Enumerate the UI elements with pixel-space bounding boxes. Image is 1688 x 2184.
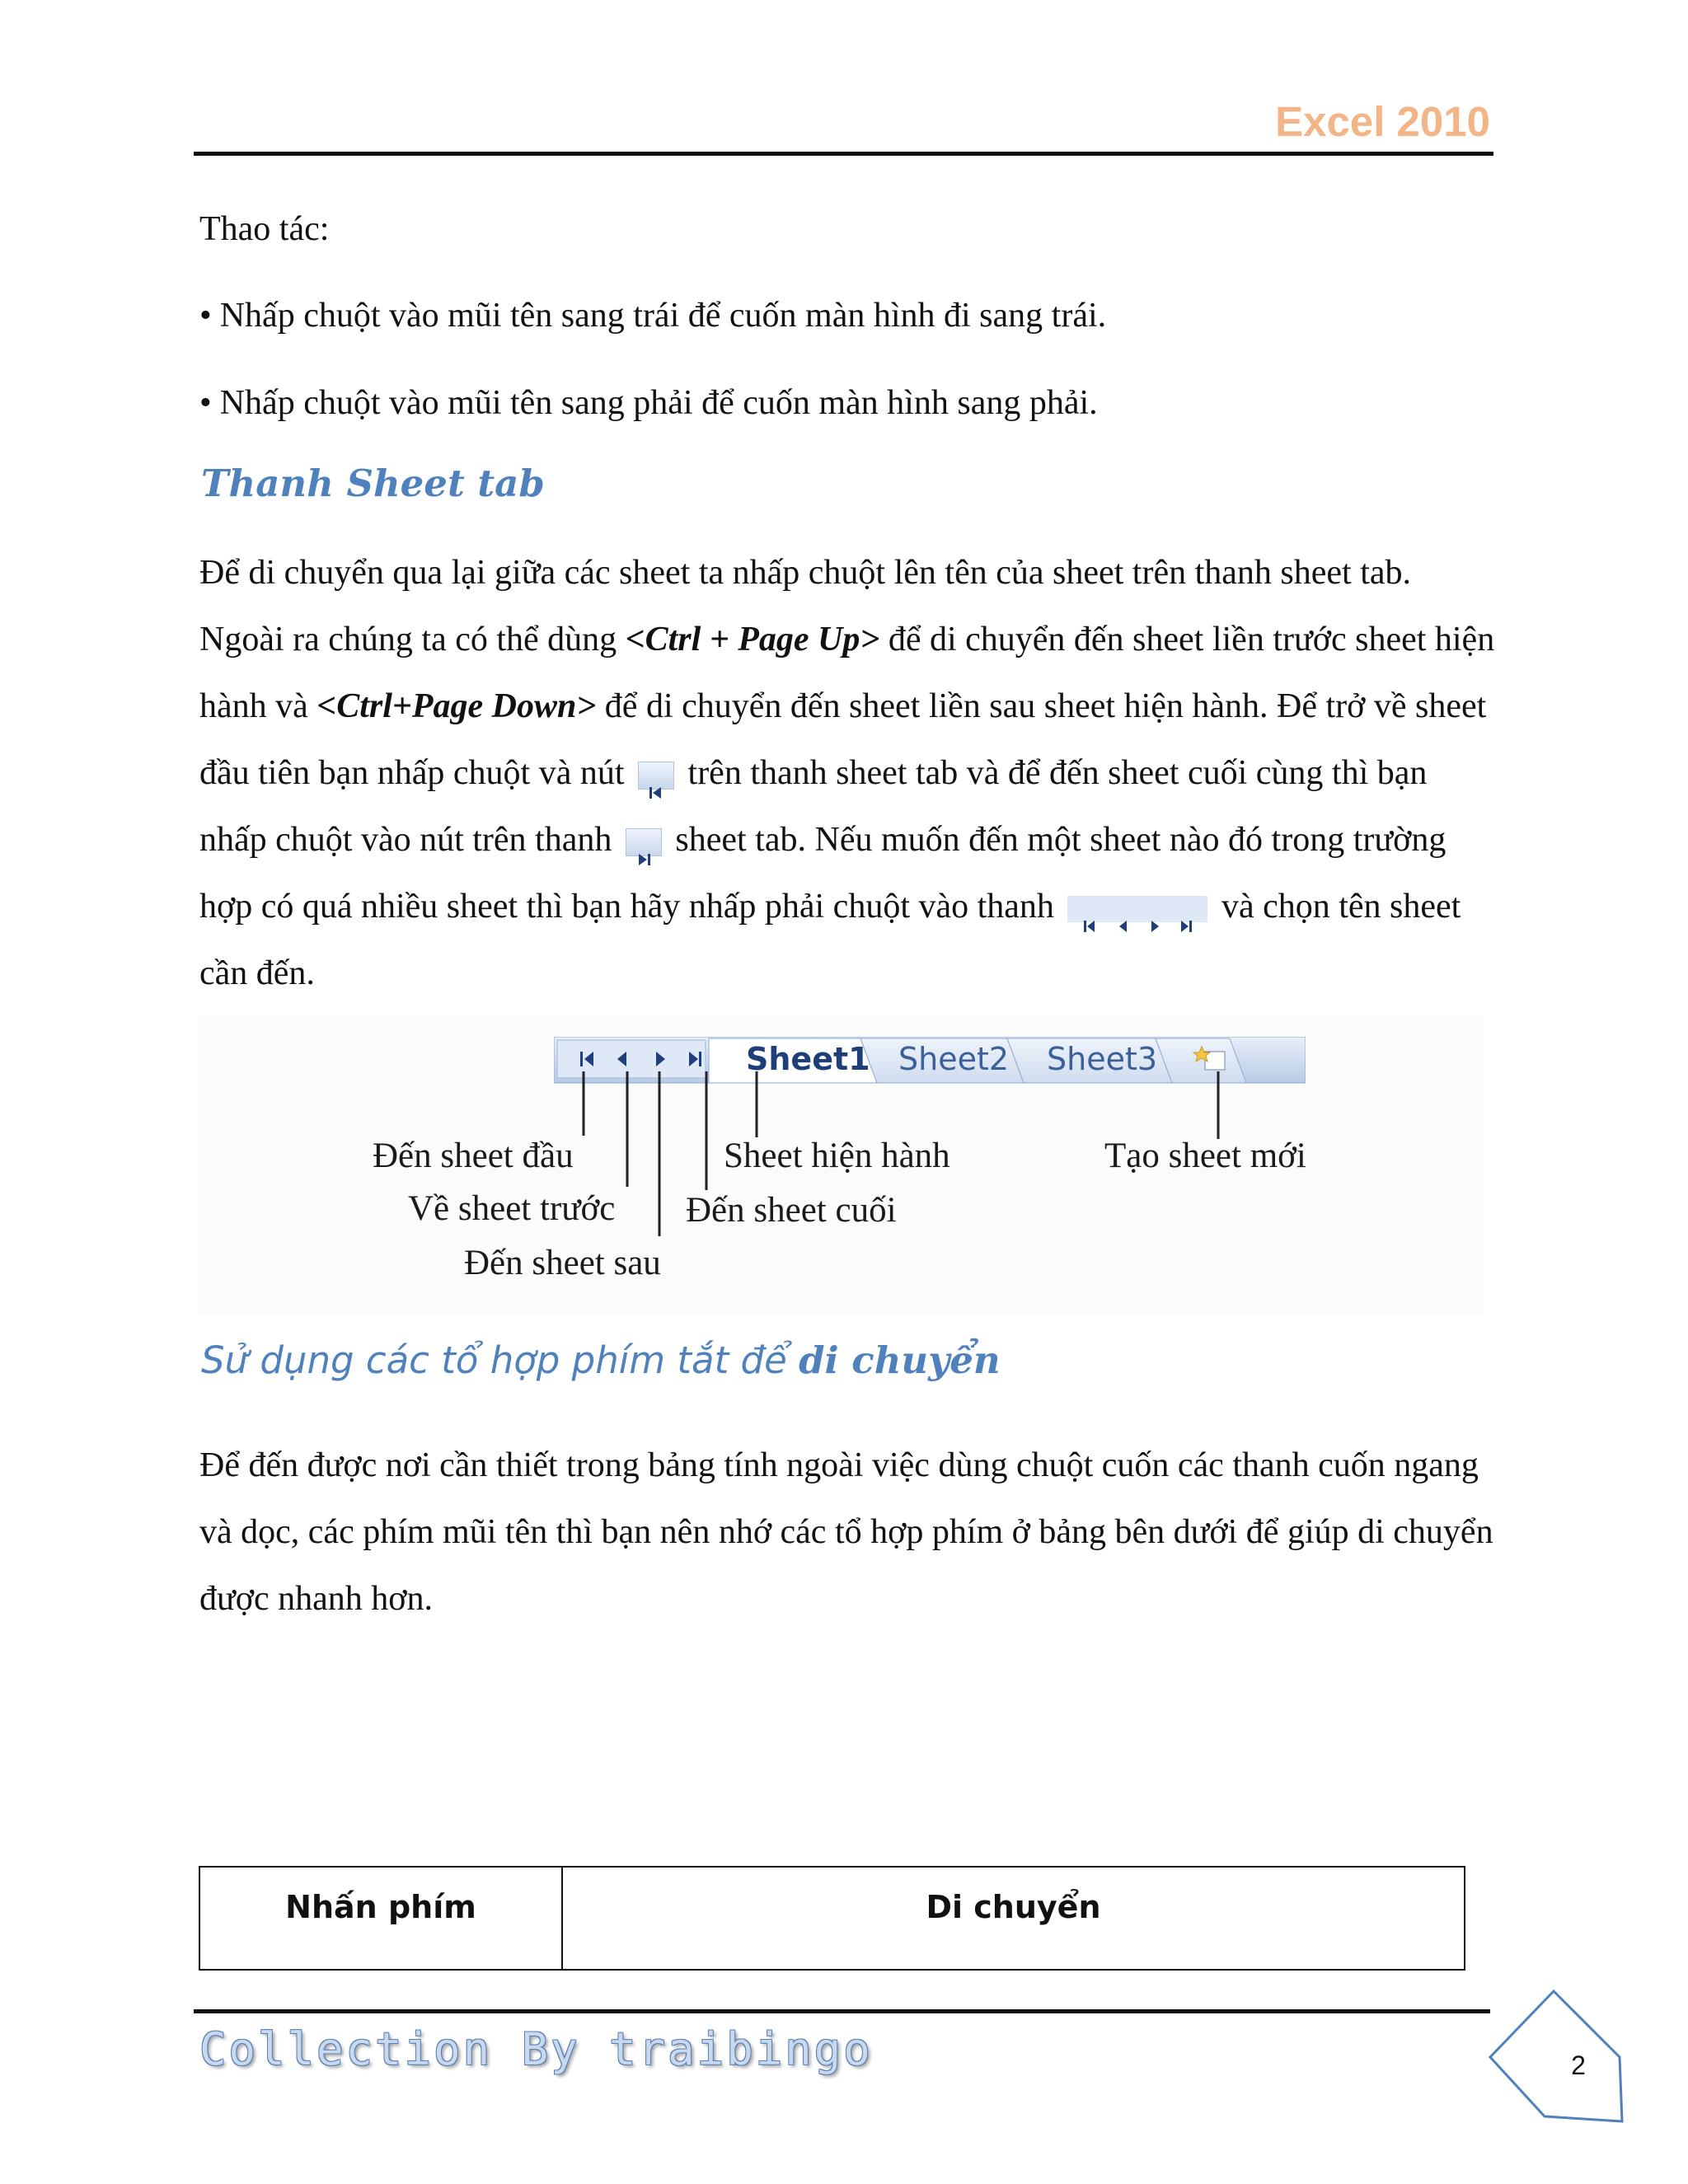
intro-label: Thao tác:	[199, 210, 330, 248]
paragraph-text: Để di chuyển qua lại giữa các sheet ta nhấp chuột lên tên của sheet trên thanh sheet tab. Ngoài ra chúng ta có thể dùng	[199, 554, 1412, 658]
annotation-last-sheet: Đến sheet cuối	[686, 1191, 897, 1230]
paragraph-text: để di chuyển đến sheet liền trước sheet hiện hành và	[199, 621, 1495, 725]
bullet-dot: •	[199, 297, 212, 335]
paragraph-text: trên thanh sheet tab và để đến sheet cuối cùng thì bạn nhấp chuột vào nút trên thanh	[199, 754, 1428, 859]
tab-label-sheet1[interactable]: Sheet1	[746, 1041, 870, 1077]
shortcut-ctrl-pagedown: <Ctrl+Page Down>	[316, 687, 597, 725]
shortcut-table	[199, 1866, 1465, 1971]
footer-divider	[194, 2009, 1490, 2013]
section-heading-shortcuts	[201, 1338, 1001, 1382]
table-header-key: Nhấn phím	[200, 1868, 563, 1969]
annotation-prev-sheet: Về sheet trước	[408, 1189, 616, 1228]
bullet-text-1: Nhấp chuột vào mũi tên sang trái để cuốn màn hình đi sang trái.	[219, 297, 1107, 335]
tab-label-sheet3[interactable]: Sheet3	[1047, 1041, 1158, 1077]
footer-credit: Collection By traibingo	[199, 2023, 873, 2075]
annotation-next-sheet: Đến sheet sau	[464, 1244, 661, 1282]
page-number: 2	[1571, 2050, 1586, 2080]
section-heading-sheet-tab: Thanh Sheet tab	[201, 462, 545, 505]
shortcut-ctrl-pageup: <Ctrl + Page Up>	[625, 621, 880, 658]
annotation-new-sheet: Tạo sheet mới	[1104, 1137, 1306, 1175]
annotation-first-sheet: Đến sheet đầu	[373, 1137, 574, 1175]
heading-text: Sử dụng các tổ hợp phím tắt để	[201, 1338, 799, 1382]
paragraph-text: để di chuyển đến sheet liền sau sheet hiện hành. Để trở về sheet đầu tiên bạn nhấp chuột và nút	[199, 687, 1487, 792]
heading-bold-text: di chuyển	[799, 1338, 1001, 1382]
paragraph-text: sheet tab. Nếu muốn đến một sheet nào đó trong trường hợp có quá nhiều sheet thì bạn hãy nhấp phải chuột vào thanh	[199, 821, 1447, 926]
annotation-current-sheet: Sheet hiện hành	[724, 1137, 950, 1175]
shortcuts-paragraph: Để đến được nơi cần thiết trong bảng tính ngoài việc dùng chuột cuốn các thanh cuốn ngang và dọc, các phím mũi tên thì bạn nên nhớ các tổ hợp phím ở bảng bên dưới để giúp di chuyển được nhanh hơn.	[199, 1446, 1493, 1618]
paragraph-text: và chọn tên sheet cần đến.	[199, 888, 1461, 992]
table-header-move: Di chuyển	[926, 1889, 1101, 1925]
tab-label-sheet2[interactable]: Sheet2	[898, 1041, 1010, 1077]
bullet-text-2: Nhấp chuột vào mũi tên sang phải để cuốn màn hình sang phải.	[219, 384, 1098, 422]
bullet-dot: •	[199, 384, 212, 422]
document-header-title: Excel 2010	[1275, 98, 1490, 145]
